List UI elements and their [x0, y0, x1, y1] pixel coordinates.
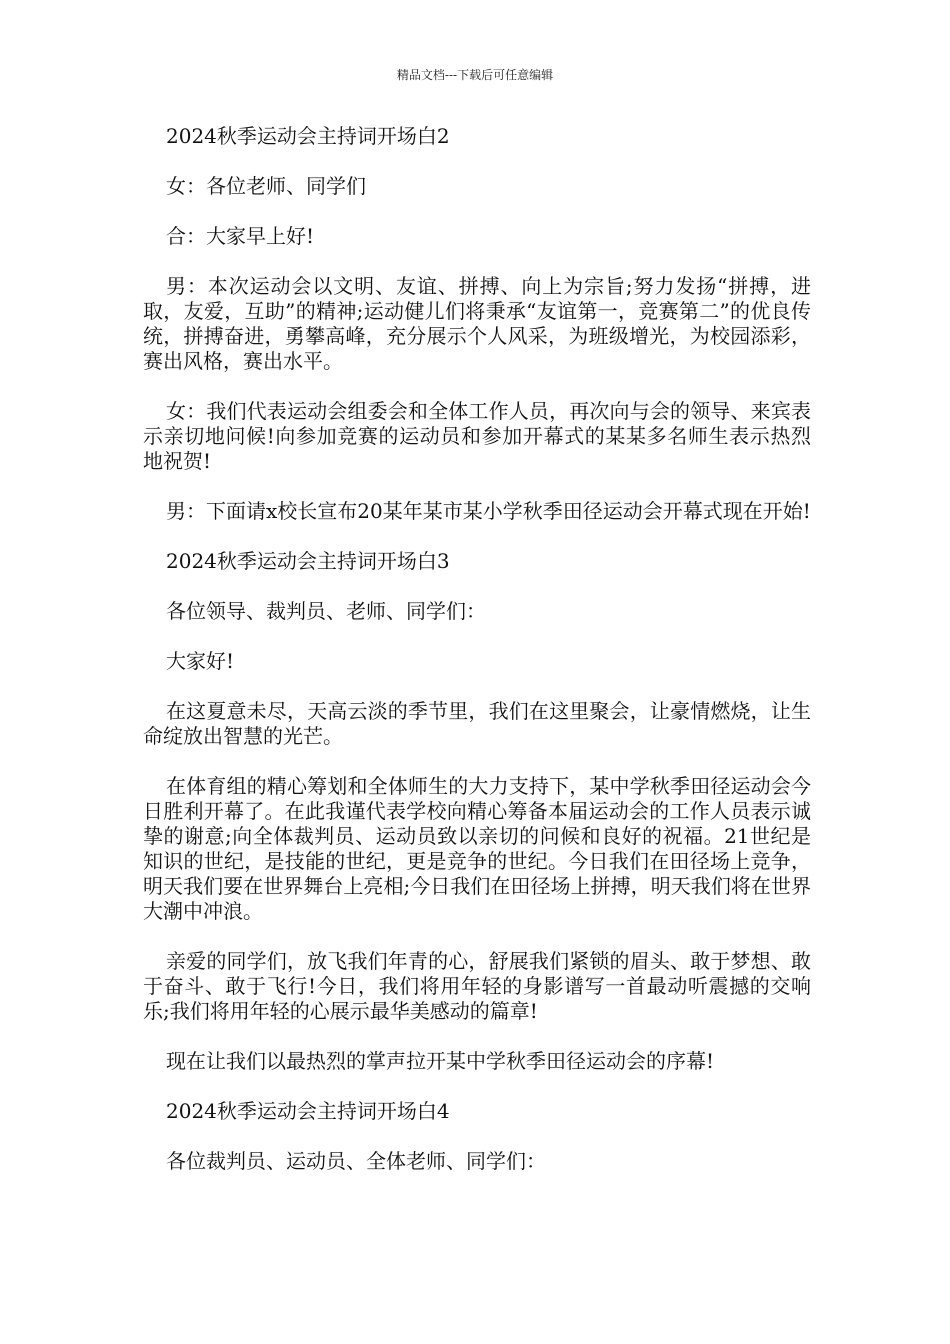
paragraph: 现在让我们以最热烈的掌声拉开某中学秋季田径运动会的序幕! — [166, 1049, 715, 1073]
paragraph: 合：大家早上好! — [166, 224, 315, 248]
section-heading: 2024秋季运动会主持词开场白4 — [166, 1099, 450, 1123]
document-body — [143, 124, 811, 1199]
paragraph: 女：我们代表运动会组委会和全体工作人员，再次向与会的领导、来宾表示亲切地问候!向参加竞赛的运动员和参加开幕式的某某多名师生表示热烈地祝贺! — [143, 399, 811, 473]
page-header: 精品文档---下载后可任意编辑 — [396, 68, 554, 82]
paragraph: 在体育组的精心筹划和全体师生的大力支持下，某中学秋季田径运动会今日胜利开幕了。在此我谨代表学校向精心筹备本届运动会的工作人员表示诚挚的谢意;向全体裁判员、运动员致以亲切的问候和良好的祝福。21世纪是知识的世纪，是技能的世纪，更是竞争的世纪。今日我们在田径场上竞争，明天我们要在世界舞台上亮相;今日我们在田径场上拼搏，明天我们将在世界大潮中冲浪。 — [143, 774, 811, 923]
paragraph: 女：各位老师、同学们 — [166, 174, 366, 198]
paragraph: 在这夏意未尽，天高云淡的季节里，我们在这里聚会，让豪情燃烧，让生命绽放出智慧的光芒。 — [143, 699, 811, 748]
paragraph: 大家好! — [166, 649, 235, 673]
paragraph: 亲爱的同学们，放飞我们年青的心，舒展我们紧锁的眉头、敢于梦想、敢于奋斗、敢于飞行!今日，我们将用年轻的身影谱写一首最动听震撼的交响乐;我们将用年轻的心展示最华美感动的篇章! — [143, 949, 811, 1023]
section-heading: 2024秋季运动会主持词开场白2 — [166, 124, 450, 148]
paragraph: 男：本次运动会以文明、友谊、拼搏、向上为宗旨;努力发扬“拼搏，进取，友爱，互助”的精神;运动健儿们将秉承“友谊第一，竞赛第二”的优良传统，拼搏奋进，勇攀高峰，充分展示个人风采，为班级增光，为校园添彩，赛出风格，赛出水平。 — [143, 274, 811, 373]
paragraph: 各位领导、裁判员、老师、同学们： — [166, 599, 486, 623]
paragraph: 男：下面请x校长宣布20某年某市某小学秋季田径运动会开幕式现在开始! — [166, 499, 811, 523]
section-heading: 2024秋季运动会主持词开场白3 — [166, 549, 450, 573]
paragraph: 各位裁判员、运动员、全体老师、同学们： — [166, 1149, 546, 1173]
